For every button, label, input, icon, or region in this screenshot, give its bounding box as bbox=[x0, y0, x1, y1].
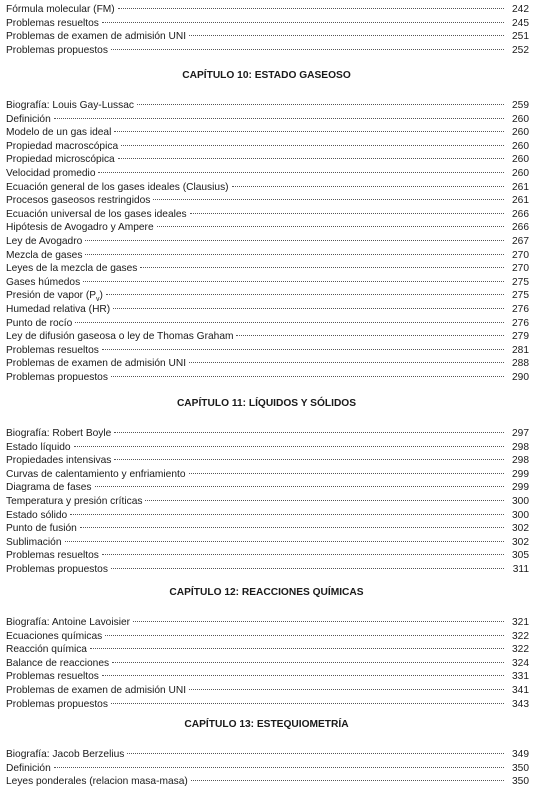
toc-entry-title bbox=[6, 481, 92, 495]
toc-entry bbox=[6, 140, 529, 154]
toc-entry bbox=[6, 113, 529, 127]
toc-entry-title bbox=[6, 262, 137, 276]
dot-leader bbox=[127, 753, 504, 754]
toc-entry-title-text: Humedad relativa (HR) bbox=[6, 304, 111, 315]
dot-leader bbox=[121, 145, 504, 146]
toc-entry-title-text: Hipótesis de Avogadro y Ampere bbox=[6, 222, 154, 234]
toc-entry-title-text: Leyes de la mezcla de gases bbox=[6, 263, 138, 275]
toc-entry-page-number: 266 bbox=[512, 208, 529, 220]
toc-entry-page-number: 260 bbox=[512, 168, 529, 179]
toc-entry-title bbox=[6, 113, 51, 127]
dot-leader bbox=[111, 376, 504, 377]
toc-entry bbox=[6, 670, 529, 684]
toc-entry-title bbox=[6, 30, 186, 44]
dot-leader bbox=[98, 172, 504, 173]
toc-entry-title-text: Problemas propuestos bbox=[6, 44, 108, 56]
toc-entry-page-number: 324 bbox=[512, 657, 529, 669]
toc-entry-title bbox=[6, 616, 130, 630]
toc-entry-title-text: Biografía: Antoine Lavoisier bbox=[6, 617, 131, 628]
toc-entry-page-number: 341 bbox=[512, 685, 529, 696]
toc-entry-page-number: 276 bbox=[512, 304, 529, 315]
toc-entry-page-number: 259 bbox=[512, 100, 529, 111]
toc-entry-title bbox=[6, 427, 111, 441]
toc-entry bbox=[6, 167, 529, 181]
dot-leader bbox=[145, 500, 504, 501]
toc-entry-title-text: Ecuación universal de los gases ideales bbox=[6, 208, 187, 220]
toc-entry-title-text: Punto de rocío bbox=[6, 317, 73, 329]
dot-leader bbox=[236, 335, 504, 336]
toc-entry-title-text: Definición bbox=[6, 113, 51, 125]
toc-entry-title-text: Curvas de calentamiento y enfriamiento bbox=[6, 468, 186, 480]
dot-leader bbox=[105, 635, 504, 636]
toc-entry bbox=[6, 330, 529, 344]
toc-entry-title bbox=[6, 194, 150, 208]
toc-entry-title-text: Estado líquido bbox=[6, 441, 71, 453]
toc-entry bbox=[6, 153, 529, 167]
toc-entry-page-number: 266 bbox=[512, 222, 529, 234]
toc-entry bbox=[6, 427, 529, 441]
dot-leader bbox=[189, 689, 504, 690]
toc-entry-title-text: Propiedades intensivas bbox=[6, 455, 112, 467]
toc-entry-title bbox=[6, 643, 87, 657]
toc-entry-title bbox=[6, 181, 229, 195]
toc-entry-title-text: Sublimación bbox=[6, 536, 62, 548]
toc-entry bbox=[6, 657, 529, 671]
toc-entry bbox=[6, 748, 529, 762]
dot-leader bbox=[140, 267, 504, 268]
chapter-heading: CAPÍTULO 12: REACCIONES QUÍMICAS bbox=[169, 587, 364, 598]
dot-leader bbox=[90, 648, 504, 649]
toc-entry-title bbox=[6, 44, 108, 58]
toc-entry bbox=[6, 468, 529, 482]
toc-entry-page-number: 302 bbox=[512, 536, 529, 548]
toc-entry bbox=[6, 563, 529, 577]
toc-entry-title bbox=[6, 670, 99, 684]
toc-entry bbox=[6, 643, 529, 657]
toc-entry-title-text: Balance de reacciones bbox=[6, 657, 110, 669]
toc-entry-title bbox=[6, 140, 118, 154]
toc-entry-title-text: Ley de difusión gaseosa o ley de Thomas Graham bbox=[6, 331, 234, 343]
toc-entry-title-text: Temperatura y presión críticas bbox=[6, 496, 143, 507]
toc-entry-title bbox=[6, 221, 154, 235]
dot-leader bbox=[102, 554, 504, 555]
dot-leader bbox=[102, 675, 504, 676]
toc-entry-title-text: Problemas propuestos bbox=[6, 372, 108, 383]
toc-entry-title bbox=[6, 303, 110, 317]
toc-entry-title bbox=[6, 536, 62, 550]
toc-entry bbox=[6, 344, 529, 358]
toc-entry-page-number: 331 bbox=[512, 671, 529, 683]
toc-entry-title-text: Biografía: Robert Boyle bbox=[6, 428, 112, 439]
dot-leader bbox=[111, 703, 504, 704]
toc-entry-page-number: 350 bbox=[512, 762, 529, 774]
toc-entry-title bbox=[6, 344, 99, 358]
dot-leader bbox=[54, 767, 504, 768]
toc-entry-page-number: 297 bbox=[512, 428, 529, 439]
dot-leader bbox=[157, 226, 504, 227]
dot-leader bbox=[85, 254, 504, 255]
toc-entry-page-number: 298 bbox=[512, 455, 529, 467]
toc-entry-title bbox=[6, 249, 82, 263]
toc-entry-page-number: 275 bbox=[512, 290, 529, 302]
toc-entry-title-text: Presión de vapor (P bbox=[6, 290, 97, 302]
toc-entry-title bbox=[6, 167, 95, 181]
dot-leader bbox=[111, 568, 504, 569]
toc-entry bbox=[6, 371, 529, 385]
toc-entry-page-number: 281 bbox=[512, 344, 529, 356]
toc-entry-title bbox=[6, 276, 80, 290]
toc-entry bbox=[6, 262, 529, 276]
dot-leader bbox=[113, 308, 504, 309]
toc-entry-title-text: Punto de fusión bbox=[6, 523, 77, 535]
toc-entry-page-number: 276 bbox=[512, 317, 529, 329]
dot-leader bbox=[70, 514, 504, 515]
toc-entry-title-text: Reacción química bbox=[6, 644, 87, 656]
dot-leader bbox=[111, 49, 504, 50]
toc-entry-title-text: Ecuaciones químicas bbox=[6, 630, 103, 642]
toc-entry-page-number: 322 bbox=[512, 644, 529, 656]
dot-leader bbox=[232, 186, 504, 187]
toc-entry bbox=[6, 208, 529, 222]
toc-entry bbox=[6, 276, 529, 290]
toc-entry-page-number: 321 bbox=[512, 617, 529, 628]
dot-leader bbox=[189, 473, 504, 474]
toc-entry-title bbox=[6, 630, 102, 644]
toc-entry bbox=[6, 684, 529, 698]
toc-entry-title bbox=[6, 563, 108, 577]
toc-entry-title bbox=[6, 762, 51, 776]
toc-entry-page-number: 279 bbox=[512, 331, 529, 343]
dot-leader bbox=[118, 8, 504, 9]
dot-leader bbox=[191, 780, 504, 781]
toc-entry-page-number: 260 bbox=[512, 127, 529, 139]
toc-entry-title bbox=[6, 684, 186, 698]
toc-entry bbox=[6, 44, 529, 58]
dot-leader bbox=[106, 294, 504, 295]
toc-entry-page-number: 261 bbox=[512, 195, 529, 207]
toc-entry bbox=[6, 522, 529, 536]
toc-entry bbox=[6, 317, 529, 331]
toc-entry-title-text: Mezcla de gases bbox=[6, 249, 83, 261]
toc-entry-page-number: 298 bbox=[512, 441, 529, 453]
dot-leader bbox=[153, 199, 504, 200]
toc-entry-title-text: Gases húmedos bbox=[6, 276, 81, 288]
toc-entry bbox=[6, 509, 529, 523]
dot-leader bbox=[85, 240, 504, 241]
chapter-heading: CAPÍTULO 10: ESTADO GASEOSO bbox=[182, 70, 351, 81]
dot-leader bbox=[118, 158, 504, 159]
dot-leader bbox=[137, 104, 504, 105]
toc-entry-title-text: Velocidad promedio bbox=[6, 168, 96, 179]
toc-entry-title-text: Propiedad macroscópica bbox=[6, 140, 119, 152]
toc-entry bbox=[6, 549, 529, 563]
toc-entry-title bbox=[6, 441, 71, 455]
toc-entry-title-text: Biografía: Louis Gay-Lussac bbox=[6, 100, 134, 111]
toc-entry bbox=[6, 357, 529, 371]
toc-entry-title-text: Definición bbox=[6, 762, 51, 774]
toc-entry-title bbox=[6, 549, 99, 563]
dot-leader bbox=[114, 131, 504, 132]
toc-entry bbox=[6, 454, 529, 468]
toc-entry-page-number: 270 bbox=[512, 249, 529, 261]
toc-entry-page-number: 300 bbox=[512, 496, 529, 507]
toc-entry-page-number: 299 bbox=[512, 468, 529, 480]
dot-leader bbox=[83, 281, 504, 282]
dot-leader bbox=[54, 118, 504, 119]
toc-entry-title-text: Problemas resueltos bbox=[6, 344, 99, 356]
toc-entry bbox=[6, 441, 529, 455]
toc-entry bbox=[6, 99, 529, 113]
toc-entry bbox=[6, 17, 529, 31]
toc-entry-title-text: Problemas propuestos bbox=[6, 698, 108, 710]
dot-leader bbox=[102, 22, 504, 23]
toc-entry-title bbox=[6, 509, 67, 523]
toc-entry-title bbox=[6, 317, 72, 331]
toc-entry-title-text: Problemas resueltos bbox=[6, 550, 99, 562]
toc-entry-page-number: 302 bbox=[512, 523, 529, 535]
toc-entry-title bbox=[6, 357, 186, 371]
dot-leader bbox=[112, 662, 504, 663]
dot-leader bbox=[189, 362, 504, 363]
toc-entry-title-text: Estado sólido bbox=[6, 509, 68, 521]
toc-entry-title bbox=[6, 126, 111, 140]
toc-entry-title-text: Leyes ponderales (relacion masa-masa) bbox=[6, 776, 188, 788]
toc-entry-page-number: 305 bbox=[512, 550, 529, 562]
dot-leader bbox=[74, 446, 504, 447]
toc-entry bbox=[6, 126, 529, 140]
toc-entry-title bbox=[6, 522, 77, 536]
toc-entry-title-text: Diagrama de fases bbox=[6, 482, 92, 494]
toc-entry-page-number: 288 bbox=[512, 358, 529, 370]
toc-entry-title bbox=[6, 330, 233, 344]
toc-entry bbox=[6, 181, 529, 195]
dot-leader bbox=[102, 349, 504, 350]
dot-leader bbox=[114, 459, 504, 460]
toc-entry-title-text: Problemas resueltos bbox=[6, 671, 99, 683]
toc-entry-page-number: 252 bbox=[512, 44, 529, 56]
toc-entry-title bbox=[6, 698, 108, 712]
toc-entry-page-number: 275 bbox=[512, 276, 529, 288]
toc-entry bbox=[6, 630, 529, 644]
toc-entry bbox=[6, 536, 529, 550]
dot-leader bbox=[190, 213, 504, 214]
toc-entry-title bbox=[6, 454, 111, 468]
dot-leader bbox=[114, 432, 504, 433]
toc-entry-page-number: 299 bbox=[512, 482, 529, 494]
toc-entry-title bbox=[6, 235, 82, 249]
toc-entry bbox=[6, 762, 529, 776]
toc-entry-page-number: 260 bbox=[512, 140, 529, 152]
toc-entry-title-text: Problemas resueltos bbox=[6, 17, 99, 29]
toc-entry-page-number: 349 bbox=[512, 749, 529, 760]
toc-entry-title bbox=[6, 153, 115, 167]
toc-entry-title-text: Problemas propuestos bbox=[6, 564, 108, 575]
toc-entry bbox=[6, 249, 529, 263]
toc-entry-page-number: 290 bbox=[512, 372, 529, 383]
toc-entry bbox=[6, 495, 529, 509]
toc-entry bbox=[6, 30, 529, 44]
toc-entry bbox=[6, 775, 529, 789]
toc-entry-title bbox=[6, 495, 142, 509]
toc-entry-page-number: 322 bbox=[512, 630, 529, 642]
toc-entry-title-text: Problemas de examen de admisión UNI bbox=[6, 685, 187, 696]
dot-leader bbox=[65, 541, 505, 542]
toc-entry-title bbox=[6, 208, 187, 222]
toc-entry-page-number: 343 bbox=[512, 698, 529, 710]
toc-entry-title-text: Biografía: Jacob Berzelius bbox=[6, 749, 125, 760]
toc-entry-title-text: Procesos gaseosos restringidos bbox=[6, 195, 151, 207]
toc-entry bbox=[6, 303, 529, 317]
toc-entry bbox=[6, 194, 529, 208]
toc-entry bbox=[6, 481, 529, 495]
toc-entry-page-number: 261 bbox=[512, 181, 529, 193]
toc-entry-title bbox=[6, 371, 108, 385]
toc-entry bbox=[6, 698, 529, 712]
toc-entry-title-text: Fórmula molecular (FM) bbox=[6, 4, 115, 15]
toc-entry-title bbox=[6, 17, 99, 31]
toc-entry-page-number: 245 bbox=[512, 17, 529, 29]
toc-entry bbox=[6, 3, 529, 17]
toc-entry-title-text: Ley de Avogadro bbox=[6, 236, 83, 247]
toc-entry-page-number: 260 bbox=[512, 154, 529, 166]
toc-entry bbox=[6, 221, 529, 235]
toc-entry-page-number: 311 bbox=[512, 564, 529, 575]
dot-leader bbox=[133, 621, 504, 622]
toc-entry-title-text: Modelo de un gas ideal bbox=[6, 127, 112, 139]
toc-entry-title-end: ) bbox=[99, 290, 103, 302]
toc-entry-page-number: 350 bbox=[512, 776, 529, 788]
toc-entry-page-number: 267 bbox=[512, 236, 529, 247]
toc-entry-title-text: Problemas de examen de admisión UNI bbox=[6, 358, 187, 370]
toc-entry-title-text: Ecuación general de los gases ideales (Clausius) bbox=[6, 181, 229, 193]
toc-entry-title bbox=[6, 657, 109, 671]
chapter-heading: CAPÍTULO 13: ESTEQUIOMETRÍA bbox=[184, 719, 349, 730]
toc-entry-page-number: 260 bbox=[512, 113, 529, 125]
toc-entry-title bbox=[6, 3, 115, 17]
toc-entry-page-number: 242 bbox=[512, 4, 529, 15]
toc-entry bbox=[6, 616, 529, 630]
toc-entry-title-text: Problemas de examen de admisión UNI bbox=[6, 31, 187, 43]
toc-entry-page-number: 270 bbox=[512, 263, 529, 275]
dot-leader bbox=[75, 322, 504, 323]
toc-entry bbox=[6, 235, 529, 249]
dot-leader bbox=[80, 527, 504, 528]
toc-entry-page-number: 300 bbox=[512, 509, 529, 521]
toc-entry-title bbox=[6, 99, 134, 113]
toc-entry-title-subscript: v bbox=[96, 296, 100, 304]
toc-entry-title bbox=[6, 775, 188, 789]
toc-entry-title-text: Propiedad microscópica bbox=[6, 154, 115, 166]
chapter-heading: CAPÍTULO 11: LÍQUIDOS Y SÓLIDOS bbox=[176, 398, 357, 409]
dot-leader bbox=[95, 486, 504, 487]
dot-leader bbox=[189, 35, 504, 36]
toc-entry-title bbox=[6, 468, 186, 482]
toc-entry bbox=[6, 289, 529, 303]
toc-entry-page-number: 251 bbox=[512, 31, 529, 43]
toc-entry-title bbox=[6, 748, 124, 762]
